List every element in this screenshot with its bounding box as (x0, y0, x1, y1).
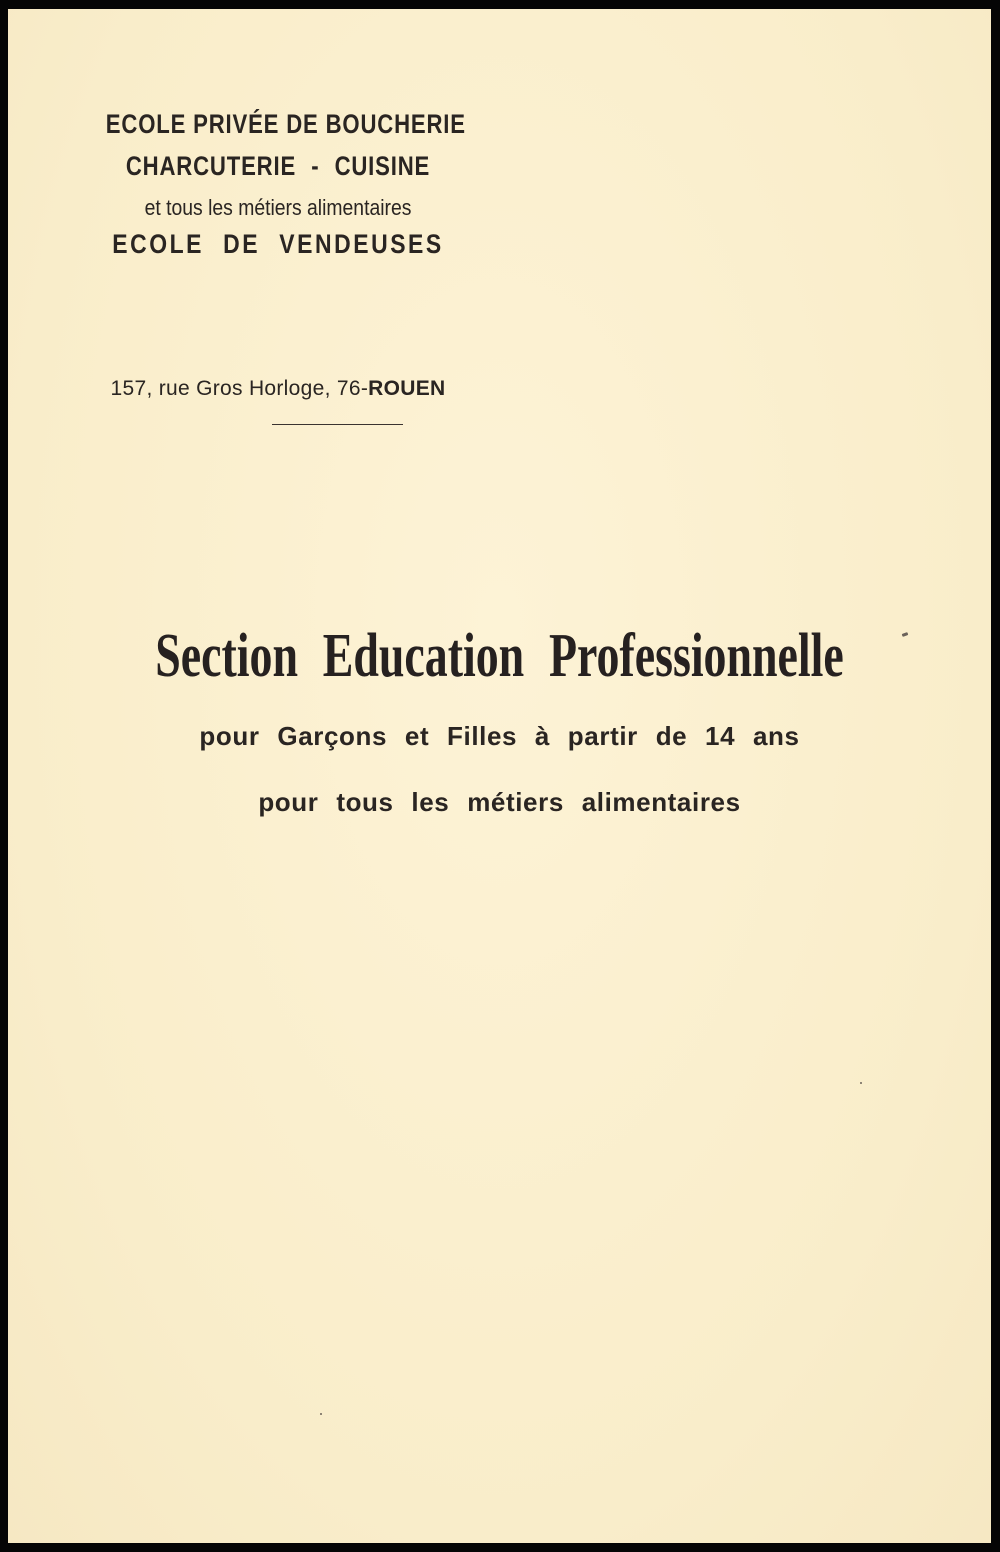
paper-speck (860, 1082, 862, 1084)
letterhead-specialties: CHARCUTERIE - CUISINE (125, 151, 431, 181)
letterhead-divider (272, 424, 403, 425)
page-title: Section Education Professionnelle (155, 622, 844, 690)
subtitle-audience: pour Garçons et Filles à partir de 14 ans (199, 721, 800, 751)
paper-speck (320, 1413, 322, 1415)
paper-speck (902, 632, 909, 637)
letterhead-trades: et tous les métiers alimentaires (144, 195, 412, 220)
letterhead-sales-school: ECOLE DE VENDEUSES (112, 229, 444, 259)
address-street: 157, rue Gros Horloge, 76- (110, 377, 369, 400)
subtitle-scope: pour tous les métiers alimentaires (258, 787, 741, 817)
letterhead-address (68, 377, 488, 401)
letterhead-school-name: ECOLE PRIVÉE DE BOUCHERIE (105, 109, 466, 139)
address-city: ROUEN (368, 377, 446, 400)
document-page (8, 9, 991, 1543)
